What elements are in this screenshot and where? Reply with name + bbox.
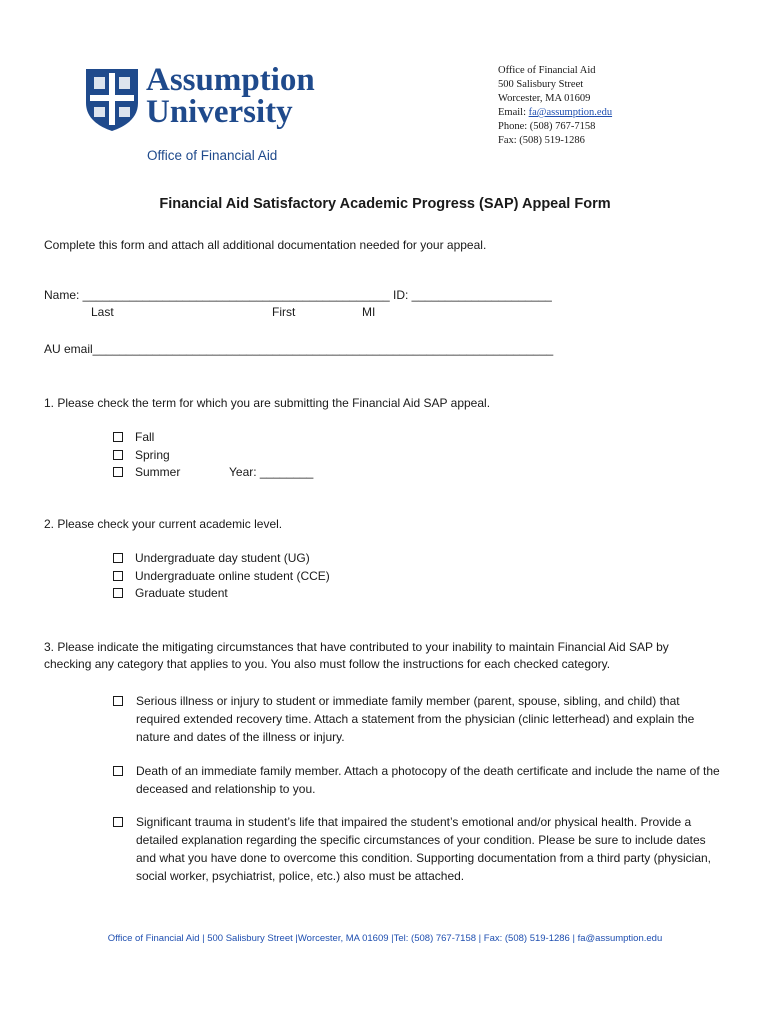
contact-email-row [498, 106, 612, 120]
term-option-label: Fall [135, 430, 155, 444]
university-name-line2: University [146, 94, 293, 130]
university-name-line1: Assumption [146, 62, 315, 98]
circumstance-text: Significant trauma in student’s life that impaired the student’s emotional and/or physical health. Provide a detailed explanation regarding the specific circumstances of your condition. Please be sure to include dates and what you have done to overcome this condition. Supporting documentation from a third party (physician, social worker, psychiatrist, police, etc.) also must be attached. [136, 815, 711, 883]
au-email-field[interactable]: AU email_____________________________________________________________________ [44, 342, 554, 356]
level-option-label: Graduate student [135, 586, 228, 600]
checkbox-icon[interactable] [113, 571, 123, 581]
term-option-spring[interactable] [113, 448, 170, 462]
contact-email-link[interactable]: fa@assumption.edu [528, 107, 613, 118]
term-option-label: Spring [135, 448, 170, 462]
contact-fax: Fax: (508) 519-1286 [498, 135, 585, 146]
contact-phone: Phone: (508) 767-7158 [498, 121, 596, 132]
checkbox-icon[interactable] [113, 766, 123, 776]
logo-office-name: Office of Financial Aid [147, 148, 278, 163]
circumstance-text: Death of an immediate family member. Attach a photocopy of the death certificate and include the name of the deceased and relationship to you. [136, 764, 720, 796]
intro-text: Complete this form and attach all additional documentation needed for your appeal. [44, 238, 487, 252]
form-title: Financial Aid Satisfactory Academic Progress (SAP) Appeal Form [159, 196, 611, 212]
shield-crest-icon [84, 67, 140, 133]
level-option-grad[interactable] [113, 586, 228, 600]
name-first-label: First [272, 305, 296, 319]
checkbox-icon[interactable] [113, 696, 123, 706]
checkbox-icon[interactable] [113, 450, 123, 460]
contact-email-label: Email: [498, 107, 529, 118]
term-option-fall[interactable] [113, 430, 154, 444]
level-option-label: Undergraduate day student (UG) [135, 551, 310, 565]
question-3-line2: checking any category that applies to you. You also must follow the instructions for each checked category. [44, 657, 611, 671]
checkbox-icon[interactable] [113, 467, 123, 477]
name-mi-label: MI [362, 305, 376, 319]
level-option-ug[interactable] [113, 551, 310, 565]
checkbox-icon[interactable] [113, 588, 123, 598]
contact-city: Worcester, MA 01609 [498, 93, 591, 104]
level-option-cce[interactable] [113, 569, 330, 583]
circumstance-text: Serious illness or injury to student or immediate family member (parent, spouse, sibling, and child) that required extended recovery time. Attach a statement from the physician (clinic letterhead) and explain the nature and dates of the illness or injury. [136, 694, 695, 744]
term-option-summer[interactable] [113, 465, 180, 479]
term-option-label: Summer [135, 465, 181, 479]
contact-office: Office of Financial Aid [498, 65, 596, 76]
contact-street: 500 Salisbury Street [498, 79, 584, 90]
question-2-text: 2. Please check your current academic level. [44, 517, 283, 531]
checkbox-icon[interactable] [113, 817, 123, 827]
checkbox-icon[interactable] [113, 432, 123, 442]
name-id-field[interactable]: Name: ______________________________________________ ID: _____________________ [44, 288, 552, 302]
university-name [146, 64, 315, 128]
name-last-label: Last [91, 305, 114, 319]
checkbox-icon[interactable] [113, 553, 123, 563]
contact-block [498, 64, 612, 148]
level-option-label: Undergraduate online student (CCE) [135, 569, 330, 583]
page-footer: Office of Financial Aid | 500 Salisbury Street |Worcester, MA 01609 |Tel: (508) 767-7158 | Fax: (508) 519-1286 | fa@assumption.edu [107, 933, 663, 944]
question-3-line1: 3. Please indicate the mitigating circumstances that have contributed to your inability to maintain Financial Aid SAP by [44, 640, 669, 654]
university-logo [84, 64, 354, 172]
question-1-text: 1. Please check the term for which you are submitting the Financial Aid SAP appeal. [44, 396, 491, 410]
year-field[interactable]: Year: ________ [229, 465, 314, 479]
